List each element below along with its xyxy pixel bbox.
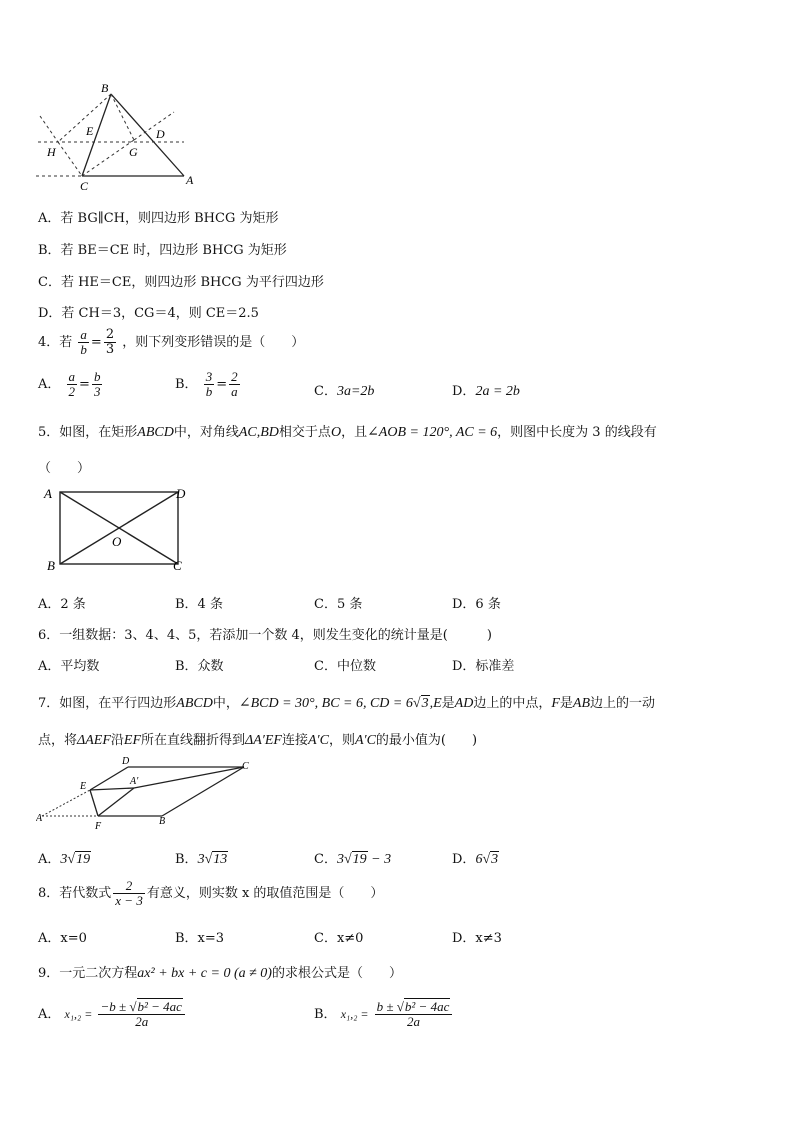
q4-cond-lhs: $\frac{a}{b}$: [80, 327, 87, 357]
q8-stem: 8．若代数式 $\frac{2}{x - 3}$ 有意义，则实数 x 的取值范围是（ ）: [38, 878, 384, 908]
q7-condition: ∠BCD = 30°, BC = 6, CD = 6: [238, 696, 413, 711]
q4-b-lhs: $\frac{3}{b}$: [205, 369, 213, 399]
label-D: D: [122, 756, 130, 767]
q6-option-d[interactable]: D．标准差: [452, 659, 515, 674]
q7-abcd: ABCD: [176, 696, 213, 711]
q6-option-a[interactable]: A．平均数: [38, 659, 100, 674]
q7-option-b[interactable]: B．3√13: [175, 852, 228, 867]
label-B: B: [101, 81, 109, 95]
q6-option-c[interactable]: C．中位数: [314, 659, 376, 674]
label-D: D: [156, 127, 165, 141]
q5-option-a[interactable]: A．2 条: [38, 597, 86, 612]
q3-option-d[interactable]: D．若 CH＝3，CG＝4，则 CE＝2.5: [38, 306, 259, 321]
q5-stem: 5．如图，在矩形ABCD中，对角线AC,BD相交于点O，且∠AOB = 120°, AC = 6，则图中长度为 3 的线段有: [38, 425, 657, 440]
line-fa1: [98, 788, 134, 816]
q5-acbd: AC,BD: [238, 425, 279, 440]
q3-option-c[interactable]: C．若 HE＝CE，则四边形 BHCG 为平行四边形: [38, 275, 324, 290]
label-H: H: [47, 145, 56, 159]
q4-option-c-label: C．: [314, 384, 337, 399]
label-C: C: [173, 558, 182, 573]
q5-option-d[interactable]: D．6 条: [452, 597, 501, 612]
label-A: A: [186, 173, 194, 187]
q4-stem: [38, 328, 304, 357]
figure-parallelogram: [36, 754, 260, 834]
q7-option-c[interactable]: C．3√19 − 3: [314, 852, 392, 867]
q5-paren: （ ）: [38, 461, 91, 476]
q7-ab: AB: [572, 696, 591, 711]
q3-option-a[interactable]: A．若 BG∥CH，则四边形 BHCG 为矩形: [38, 211, 279, 226]
label-A: A: [36, 813, 43, 824]
q4-cond-eq: =: [90, 335, 102, 350]
q5-condition: ∠AOB = 120°, AC = 6: [367, 425, 498, 440]
q7-e: E: [433, 696, 442, 711]
q5-o: O: [330, 425, 342, 440]
q4-option-b-label: B．: [175, 377, 198, 392]
figure-rectangle-abcd: [40, 482, 200, 578]
line-ef: [90, 790, 98, 816]
line-ba: [111, 94, 184, 176]
q7-ad: AD: [454, 696, 474, 711]
q6-option-b[interactable]: B．众数: [175, 659, 224, 674]
dash-cg: [82, 140, 134, 176]
q7-f: F: [551, 696, 560, 711]
q7-triangle-a1ef: ΔA′EF: [245, 733, 282, 748]
q9-a-fraction: $\frac{\text{−b ± √b² − 4ac}}{2a}$: [98, 1000, 185, 1029]
q4-option-c[interactable]: [314, 380, 374, 400]
q9-option-b[interactable]: B． x₁,₂ = $\frac{\text{b ± √b² − 4ac}}{2a}$: [314, 1000, 454, 1029]
q8-option-c[interactable]: C．x≠0: [314, 931, 364, 946]
dash-ae: [42, 790, 90, 816]
q8-option-a[interactable]: A．x=0: [38, 931, 87, 946]
dash-bg: [111, 94, 134, 140]
label-C: C: [80, 179, 89, 192]
q9-b-fraction: $\frac{\text{b ± √b² − 4ac}}{2a}$: [375, 1000, 453, 1029]
q3-option-b[interactable]: B．若 BE＝CE 时，四边形 BHCG 为矩形: [38, 243, 287, 258]
q4-option-a[interactable]: [38, 370, 104, 399]
q4-option-d-value: 2a = 2b: [475, 384, 520, 399]
q4-stem-prefix: 4．若: [38, 335, 73, 350]
label-O: O: [112, 534, 122, 549]
dash-upper-left: [40, 116, 58, 142]
q7-option-a[interactable]: A．3√19: [38, 852, 91, 867]
q8-option-d[interactable]: D．x≠3: [452, 931, 502, 946]
q5-abcd: ABCD: [137, 425, 174, 440]
q4-a-rhs: $\frac{b}{3}$: [93, 369, 101, 399]
q5-option-c[interactable]: C．5 条: [314, 597, 363, 612]
label-F: F: [95, 821, 102, 832]
q7-a1c: A′C: [307, 733, 329, 748]
dash-hc: [58, 142, 82, 176]
q9-option-a[interactable]: A． x₁,₂ = $\frac{\text{−b ± √b² − 4ac}}{2a}$: [38, 1000, 187, 1029]
q9-stem: 9．一元二次方程ax² + bx + c = 0 (a ≠ 0)的求根公式是（ ）: [38, 966, 402, 981]
figure-triangle-bhcg: [34, 80, 204, 192]
q7-radicand: 3: [421, 696, 429, 711]
sqrt-sign: √: [412, 696, 421, 711]
q4-b-eq: =: [216, 377, 228, 392]
q4-a-eq: =: [79, 377, 90, 392]
label-E: E: [80, 781, 87, 792]
label-B: B: [159, 816, 166, 827]
q7-triangle-aef: ΔAEF: [77, 733, 111, 748]
q9-equation: ax² + bx + c = 0 (a ≠ 0): [137, 966, 272, 981]
label-D: D: [176, 486, 186, 501]
label-E: E: [86, 124, 94, 138]
label-A: A: [44, 486, 52, 501]
q7-stem-line1: 7．如图，在平行四边形ABCD中，∠BCD = 30°, BC = 6, CD = 6√3,E是AD边上的中点，F是AB边上的一动: [38, 696, 656, 711]
label-C: C: [242, 761, 249, 772]
q7-ef: EF: [123, 733, 142, 748]
label-G: G: [129, 145, 138, 159]
q4-option-c-value: 3a=2b: [336, 384, 375, 399]
q4-option-b[interactable]: [175, 370, 242, 399]
q4-option-d-label: D．: [452, 384, 476, 399]
line-ea1: [90, 788, 134, 790]
label-A1: A′: [130, 776, 139, 787]
q8-fraction: $\frac{2}{x - 3}$: [115, 878, 143, 908]
q4-a-lhs: $\frac{a}{2}$: [68, 369, 76, 399]
q4-cond-rhs: $\frac{2}{3}$: [105, 327, 115, 357]
label-B: B: [47, 558, 55, 573]
q7-a1c-2: A′C: [354, 733, 376, 748]
q6-stem: 6．一组数据：3、4、4、5，若添加一个数 4，则发生变化的统计量是( ): [38, 628, 492, 643]
q4-option-d[interactable]: [452, 380, 520, 400]
q8-option-b[interactable]: B．x=3: [175, 931, 225, 946]
line-ed: [90, 767, 128, 790]
q4-stem-suffix: ，则下列变形错误的是（ ）: [122, 335, 305, 350]
q4-option-a-label: A．: [38, 377, 61, 392]
q7-stem-line2: 点，将ΔAEF沿EF所在直线翻折得到ΔA′EF连接A′C，则A′C的最小值为( ): [38, 733, 478, 748]
q5-option-b[interactable]: B．4 条: [175, 597, 223, 612]
q4-b-rhs: $\frac{2}{a}$: [231, 369, 238, 399]
q7-option-d[interactable]: D．6√3: [452, 852, 499, 867]
